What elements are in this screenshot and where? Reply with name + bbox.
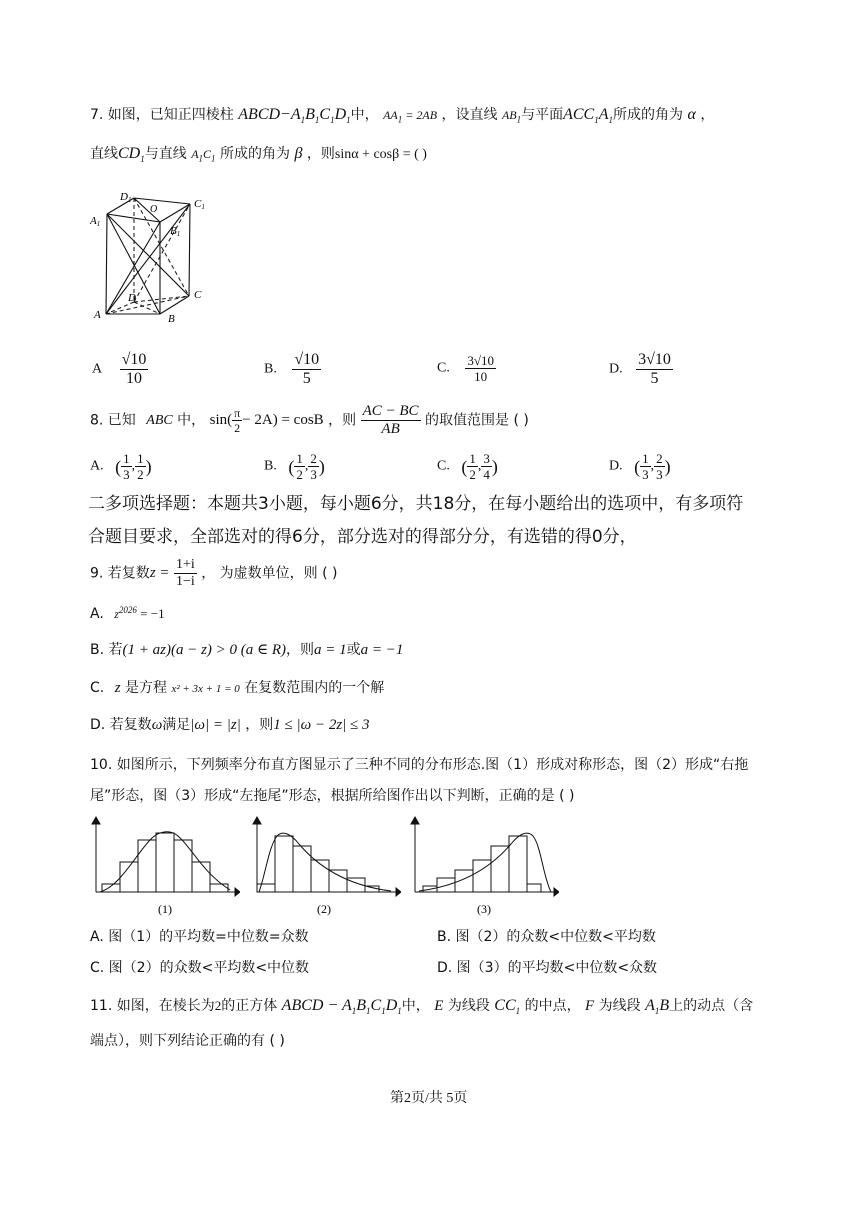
q7-option-d[interactable]: D. $\frac{3√10}{5}$ [609,351,671,387]
q7-line2: 直线$CD_1$与直线 $A_1C_1$ 所成的角为 β ，则sinα + cosβ = ( ) [90,145,427,165]
section-heading-line2: 合题目要求，全部选对的得6分，部分选对的得部分分，有选错的得0分， [88,527,637,547]
q9-option-a[interactable]: A. $z^{2026} = -1$ [90,605,165,622]
label-B: B [168,313,175,325]
label-C1: C1 [194,198,205,211]
q7-line1: 7. 如图，已知正四棱柱 $ABCD-A_1B_1C_1D_1$中， $AA_1 = 2AB$ ，设直线 $AB_1$与平面$ACC_1A_1$所成的角为 α ， [90,106,715,126]
prism-name: $ABCD-A_1B_1C_1D_1$ [238,106,351,126]
histogram-3 [409,816,559,921]
q9-option-d[interactable]: D. 若复数ω满足|ω| = |z| ，则1 ≤ |ω − 2z| ≤ 3 [90,717,370,733]
page-footer: 第2页/共 5页 [390,1091,468,1106]
histogram-2 [251,816,401,921]
q11-line2: 端点），则下列结论正确的有 ( ) [90,1033,285,1049]
label-C: C [194,289,202,301]
caption-2: (2) [317,902,331,916]
q8-stem: 8. 已知 ABC 中， sin( $\frac{\pi}{2}$ − 2A) = cosB ，则 $\frac{AC - BC}{AB}$ 的取值范围是 ( ) [90,403,529,437]
q9-option-c[interactable]: C. z 是方程 x² + 3x + 1 = 0 在复数范围内的一个解 [90,680,385,696]
q11-line1: 11. 如图，在棱长为2的正方体 ABCD − $A_1B_1C_1D_1$中， E 为线段 $CC_1$ 的中点， F 为线段 $A_1B$上的动点（含 [90,997,754,1017]
q7-option-b[interactable]: B. $\frac{√10}{5}$ [264,351,320,387]
q9-option-b[interactable]: B. 若(1 + az)(a − z) > 0 (a ∈ R)，则a = 1或a = −1 [90,642,404,658]
q8-option-a[interactable]: A. ( $\frac{1}{3}$ , $\frac{1}{2}$ ) [90,451,152,482]
label-B1: B1 [170,225,181,238]
q10-line2: 尾”形态，图（3）形成“左拖尾”形态，根据所给图作出以下判断，正确的是 ( ) [90,788,575,804]
label-D1: D1 [120,191,132,204]
label-A1: A1 [90,215,101,228]
q8-option-c[interactable]: C. ( $\frac{1}{2}$ , $\frac{3}{4}$ ) [437,451,498,482]
q9-stem: 9. 若复数z = $\frac{1+i}{1-i}$ ， 为虚数单位，则 ( ) [90,557,338,589]
plane-name: $ACC_1A_1$ [563,106,614,126]
q7-option-a[interactable]: A $\frac{√10}{10}$ [92,351,147,387]
cube-name: ABCD − $A_1B_1C_1D_1$ [281,997,402,1017]
caption-1: (1) [158,902,172,916]
histogram-1 [90,816,240,921]
q10-option-d[interactable]: D. 图（3）的平均数<中位数<众数 [437,960,658,976]
prism-figure [86,186,216,326]
section-heading-line1: 二多项选择题：本题共3小题，每小题6分，共18分，在每小题给出的选项中，有多项符 [88,494,744,514]
q10-option-c[interactable]: C. 图（2）的众数<平均数<中位数 [90,960,310,976]
condition: $AA_1 = 2AB$ [383,108,438,125]
q10-option-b[interactable]: B. 图（2）的众数<中位数<平均数 [437,929,656,945]
label-O: O [150,204,158,215]
label-A: A [94,309,101,321]
q8-option-b[interactable]: B. ( $\frac{1}{2}$ , $\frac{2}{3}$ ) [264,451,325,482]
q7-option-c[interactable]: C. $\frac{3√10}{10}$ [437,353,494,384]
q10-option-a[interactable]: A. 图（1）的平均数=中位数=众数 [90,929,309,945]
caption-3: (3) [477,902,491,916]
label-D: D [128,292,136,304]
q10-line1: 10. 如图所示，下列频率分布直方图显示了三种不同的分布形态.图（1）形成对称形态，图（2）形成“右拖 [90,757,749,773]
q8-option-d[interactable]: D. ( $\frac{1}{3}$ , $\frac{2}{3}$ ) [609,451,671,482]
